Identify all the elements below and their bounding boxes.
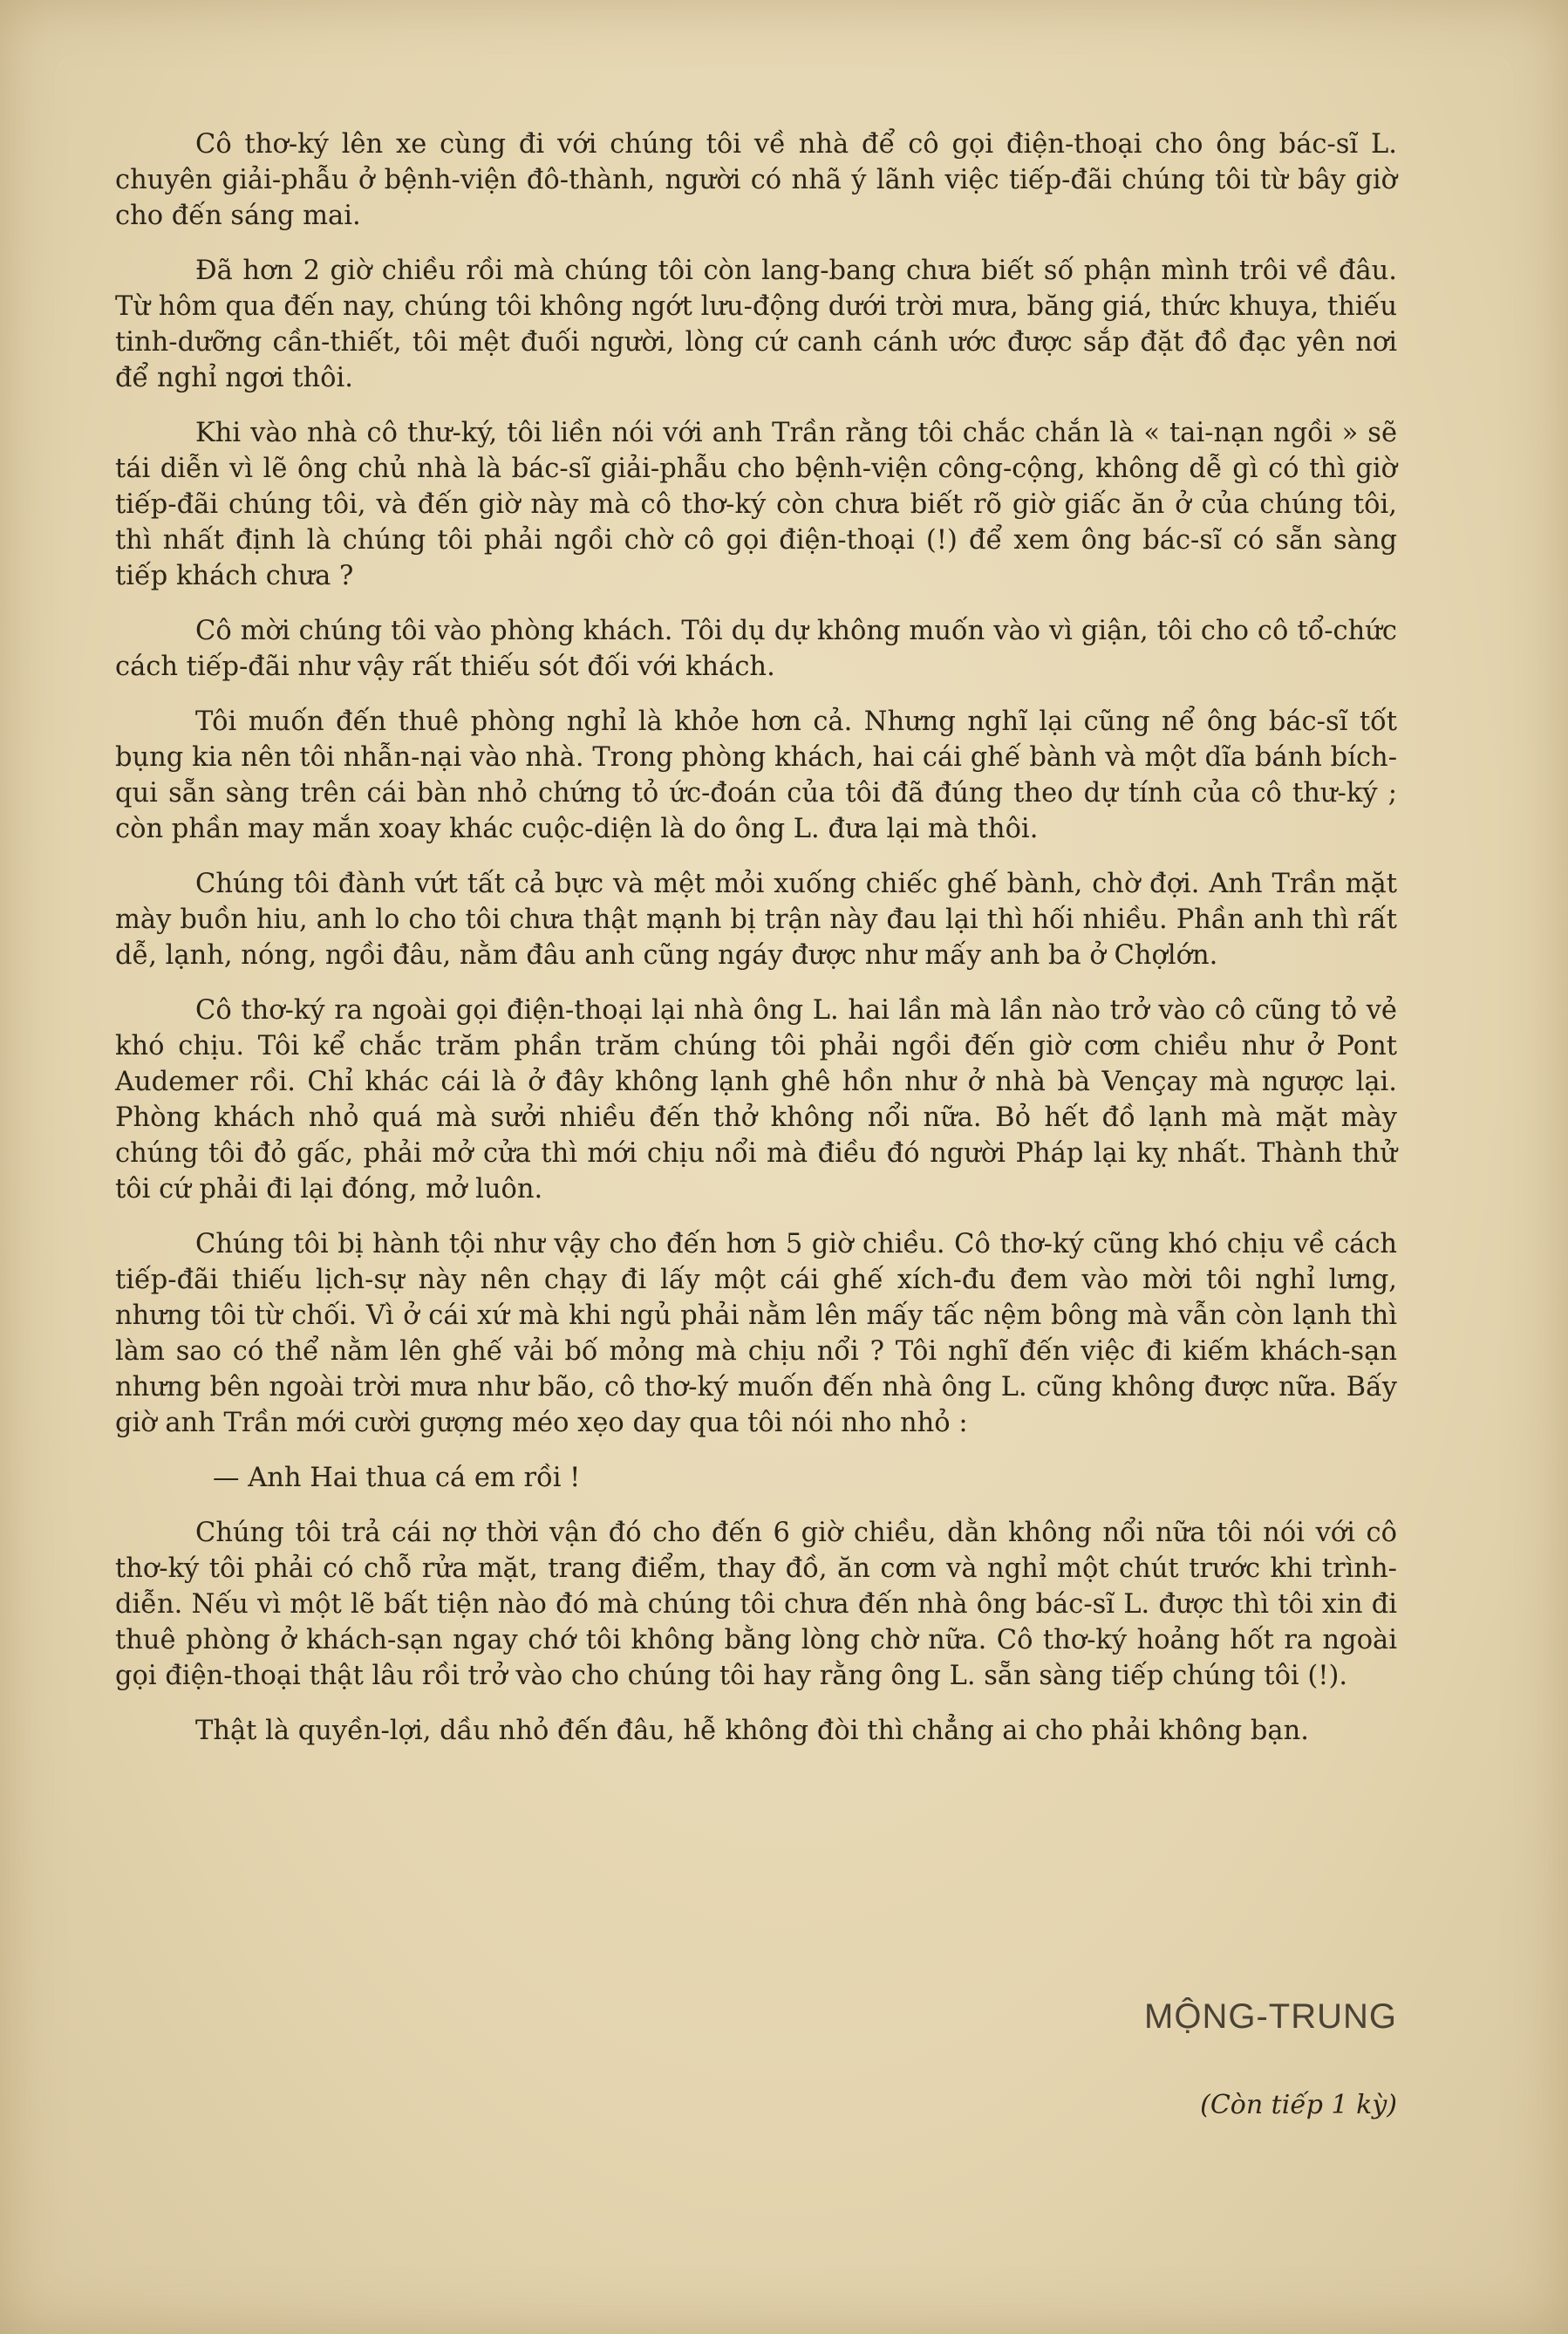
paragraph: Tôi muốn đến thuê phòng nghỉ là khỏe hơn cả. Nhưng nghĩ lại cũng nể ông bác-sĩ tốt bụng kia nên tôi nhẫn-nại vào nhà. Trong phòng khách, hai cái ghế bành và một dĩa bánh bích-qui sẵn sàng trên cái bàn nhỏ chứng tỏ ức-đoán của tôi đã đúng theo dự tính của cô thư-ký ; còn phần may mắn xoay khác cuộc-diện là do ông L. đưa lại mà thôi. (115, 706, 1397, 844)
paragraph: Cô thơ-ký ra ngoài gọi điện-thoại lại nhà ông L. hai lần mà lần nào trở vào cô cũng tỏ vẻ khó chịu. Tôi kể chắc trăm phần trăm chúng tôi phải ngồi đến giờ cơm chiều như ở Pont Audemer rồi. Chỉ khác cái là ở đây không lạnh ghê hồn như ở nhà bà Vençay mà ngược lại. Phòng khách nhỏ quá mà sưởi nhiều đến thở không nổi nữa. Bỏ hết đồ lạnh mà mặt mày chúng tôi đỏ gấc, phải mở cửa thì mới chịu nổi mà điều đó người Pháp lại kỵ nhất. Thành thử tôi cứ phải đi lại đóng, mở luôn. (115, 995, 1397, 1205)
paragraph: Cô thơ-ký lên xe cùng đi với chúng tôi về nhà để cô gọi điện-thoại cho ông bác-sĩ L. chuyên giải-phẫu ở bệnh-viện đô-thành, người có nhã ý lãnh việc tiếp-đãi chúng tôi từ bây giờ cho đến sáng mai. (115, 129, 1397, 231)
paragraph: Cô mời chúng tôi vào phòng khách. Tôi dụ dự không muốn vào vì giận, tôi cho cô tổ-chức cách tiếp-đãi như vậy rất thiếu sót đối với khách. (115, 616, 1397, 682)
paragraph: Thật là quyền-lợi, dầu nhỏ đến đâu, hễ không đòi thì chẳng ai cho phải không bạn. (195, 1716, 1309, 1746)
dialogue-line: — Anh Hai thua cá em rồi ! (213, 1463, 581, 1493)
author-signature: MỘNG-TRUNG (1144, 1997, 1397, 2036)
paragraph: Chúng tôi đành vứt tất cả bực và mệt mỏi xuống chiếc ghế bành, chờ đợi. Anh Trần mặt mày buồn hiu, anh lo cho tôi chưa thật mạnh bị trận này đau lại thì hối nhiều. Phần anh thì rất dễ, lạnh, nóng, ngồi đâu, nằm đâu anh cũng ngáy được như mấy anh ba ở Chợlớn. (115, 869, 1397, 971)
paragraph: Chúng tôi trả cái nợ thời vận đó cho đến 6 giờ chiều, dằn không nổi nữa tôi nói với cô thơ-ký tôi phải có chỗ rửa mặt, trang điểm, thay đồ, ăn cơm và nghỉ một chút trước khi trình-diễn. Nếu vì một lẽ bất tiện nào đó mà chúng tôi chưa đến nhà ông bác-sĩ L. được thì tôi xin đi thuê phòng ở khách-sạn ngay chớ tôi không bằng lòng chờ nữa. Cô thơ-ký hoảng hốt ra ngoài gọi điện-thoại thật lâu rồi trở vào cho chúng tôi hay rằng ông L. sẵn sàng tiếp chúng tôi (!). (115, 1518, 1397, 1691)
continued-note: (Còn tiếp 1 kỳ) (1200, 2090, 1397, 2120)
paragraph: Đã hơn 2 giờ chiều rồi mà chúng tôi còn lang-bang chưa biết số phận mình trôi về đâu. Từ hôm qua đến nay, chúng tôi không ngớt lưu-động dưới trời mưa, băng giá, thức khuya, thiếu tinh-dưỡng cần-thiết, tôi mệt đuối người, lòng cứ canh cánh ước được sắp đặt đồ đạc yên nơi để nghỉ ngơi thôi. (115, 256, 1397, 393)
paragraph: Khi vào nhà cô thư-ký, tôi liền nói với anh Trần rằng tôi chắc chắn là « tai-nạn ngồi » sẽ tái diễn vì lẽ ông chủ nhà là bác-sĩ giải-phẫu cho bệnh-viện công-cộng, không dễ gì có thì giờ tiếp-đãi chúng tôi, và đến giờ này mà cô thơ-ký còn chưa biết rõ giờ giấc ăn ở của chúng tôi, thì nhất định là chúng tôi phải ngồi chờ cô gọi điện-thoại (!) để xem ông bác-sĩ có sẵn sàng tiếp khách chưa ? (115, 418, 1397, 591)
article-body (115, 126, 1397, 1768)
paragraph: Chúng tôi bị hành tội như vậy cho đến hơn 5 giờ chiều. Cô thơ-ký cũng khó chịu về cách tiếp-đãi thiếu lịch-sự này nên chạy đi lấy một cái ghế xích-đu đem vào mời tôi nghỉ lưng, nhưng tôi từ chối. Vì ở cái xứ mà khi ngủ phải nằm lên mấy tấc nệm bông mà vẫn còn lạnh thì làm sao có thể nằm lên ghế vải bố mỏng mà chịu nổi ? Tôi nghĩ đến việc đi kiếm khách-sạn nhưng bên ngoài trời mưa như bão, cô thơ-ký muốn đến nhà ông L. cũng không được nữa. Bấy giờ anh Trần mới cười gượng méo xẹo day qua tôi nói nho nhỏ : (115, 1229, 1397, 1438)
